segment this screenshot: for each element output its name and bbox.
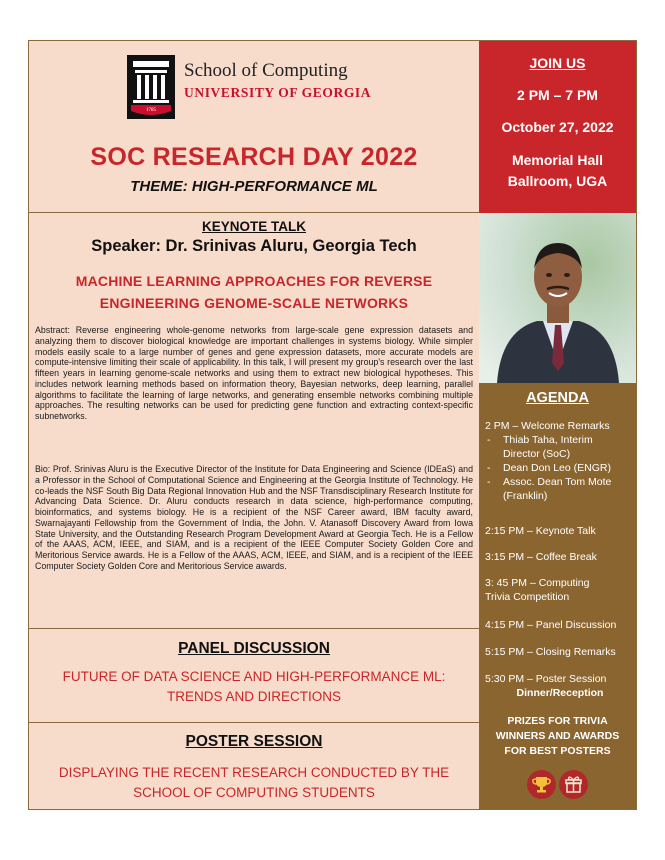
agenda-item-closing: 5:15 PM – Closing Remarks bbox=[485, 646, 616, 658]
agenda-item-keynote: 2:15 PM – Keynote Talk bbox=[485, 525, 596, 537]
panel-label: PANEL DISCUSSION bbox=[178, 640, 330, 657]
university-name: UNIVERSITY OF GEORGIA bbox=[184, 85, 372, 100]
poster-description bbox=[44, 763, 464, 803]
agenda-welcome-speaker-1: - Thiab Taha, Interim Director (SoC) bbox=[487, 434, 593, 460]
trophy-icon bbox=[527, 770, 556, 799]
keynote-talk-title bbox=[59, 270, 449, 314]
school-name: School of Computing bbox=[184, 60, 348, 81]
talk-title-line-1: MACHINE LEARNING APPROACHES FOR REVERSE bbox=[75, 273, 433, 289]
gift-icon bbox=[559, 770, 588, 799]
agenda-welcome-speaker-2: - Dean Don Leo (ENGR) bbox=[487, 462, 611, 474]
right-column bbox=[479, 41, 636, 809]
agenda-box bbox=[479, 383, 636, 809]
venue-line-1: Memorial Hall bbox=[511, 152, 604, 168]
talk-title-line-2: ENGINEERING GENOME-SCALE NETWORKS bbox=[99, 295, 409, 311]
event-title: SOC RESEARCH DAY 2022 bbox=[90, 143, 418, 171]
agenda-item-trivia: 3: 45 PM – Computing Trivia Competition bbox=[485, 577, 590, 603]
logo-year: 1785 bbox=[146, 108, 156, 113]
event-date: October 27, 2022 bbox=[501, 119, 614, 135]
prizes-note: PRIZES FOR TRIVIA WINNERS AND AWARDS FOR BEST POSTERS bbox=[495, 715, 620, 757]
event-theme: THEME: HIGH-PERFORMANCE ML bbox=[130, 178, 378, 195]
keynote-speaker: Speaker: Dr. Srinivas Aluru, Georgia Tech bbox=[91, 237, 417, 255]
agenda-item-welcome bbox=[485, 419, 635, 503]
join-us-title: JOIN US bbox=[529, 55, 586, 71]
poster-desc-line-1: DISPLAYING THE RECENT RESEARCH CONDUCTED BY THE bbox=[58, 765, 450, 780]
agenda-item-poster: 5:30 PM – Poster Session Dinner/Reception bbox=[485, 672, 635, 700]
agenda-title: AGENDA bbox=[526, 390, 589, 406]
keynote-abstract: Abstract: Reverse engineering whole-genome networks from large-scale gene expression datasets and analyzing them to discover biological knowledge are important challenges in systems biology. While simpler models easily scale to a large number of genes and gene expression datasets, more accurate models are compute-intensive limiting their scale of applicability. In this talk, I will present my group's research over the last fifteen years in learning genome-scale networks and using them to extract new biological hypotheses. This includes network learning methods based on information theory, Bayesian networks, deep learning, parallel algorithms to facilitate the learning of large networks, and generating ensemble networks combining multiple approaches. The resulting networks can be used for predicting gene function and extracting context-specific subnetworks. bbox=[35, 325, 473, 421]
keynote-label: KEYNOTE TALK bbox=[202, 219, 306, 234]
agenda-item-coffee: 3:15 PM – Coffee Break bbox=[485, 551, 597, 563]
agenda-dinner: Dinner/Reception bbox=[516, 687, 604, 699]
poster-desc-line-2: SCHOOL OF COMPUTING STUDENTS bbox=[133, 785, 375, 800]
speaker-photo bbox=[479, 213, 636, 383]
event-time: 2 PM – 7 PM bbox=[517, 87, 598, 103]
keynote-section bbox=[29, 213, 479, 629]
agenda-welcome-speaker-3: - Assoc. Dean Tom Mote (Franklin) bbox=[487, 476, 612, 502]
left-column bbox=[29, 41, 479, 809]
speaker-bio: Bio: Prof. Srinivas Aluru is the Executive Director of the Institute for Data Engineering and Science (IDEaS) and a Professor in the School of Computational Science and Engineering at the Georgia Institute of Technology. He co-leads the NSF South Big Data Regional Innovation Hub and the NSF Transdisciplinary Research Institute for Advancing Data Science. Dr. Aluru conducts research in data science, high-performance computing, bioinformatics, and systems biology. He is a recipient of the NSF Career award, IBM faculty award, Swarnajayanti Fellowship from the Government of India, the John. V. Atanasoff Discovery Award from Iowa State University, and the Outstanding Research Program Development Award at Georgia Tech. He is a Fellow of the AAAS, ACM, IEEE, and SIAM, and is a recipient of the IEEE Computer Society Golden Core and Meritorious Service awards. He is a Fellow of the AAAS, ACM, IEEE, and SIAM, and is a recipient of the IEEE Computer Society Golden Core and Meritorious Service awards. bbox=[35, 464, 473, 571]
join-us-box bbox=[479, 41, 636, 213]
agenda-item-panel: 4:15 PM – Panel Discussion bbox=[485, 619, 617, 631]
panel-topic-line-2: TRENDS AND DIRECTIONS bbox=[166, 689, 342, 704]
speaker-portrait-illustration bbox=[479, 213, 636, 383]
uga-arch-logo bbox=[127, 55, 175, 119]
panel-topic bbox=[49, 667, 459, 707]
header-section bbox=[29, 41, 479, 213]
agenda-welcome: 2 PM – Welcome Remarks bbox=[485, 420, 610, 432]
event-venue bbox=[489, 150, 626, 192]
venue-line-2: Ballroom, UGA bbox=[507, 173, 608, 189]
poster-section bbox=[29, 723, 479, 809]
panel-topic-line-1: FUTURE OF DATA SCIENCE AND HIGH-PERFORMANCE ML: bbox=[62, 669, 446, 684]
flyer-frame bbox=[28, 40, 637, 810]
panel-section bbox=[29, 629, 479, 723]
poster-label: POSTER SESSION bbox=[185, 733, 323, 750]
